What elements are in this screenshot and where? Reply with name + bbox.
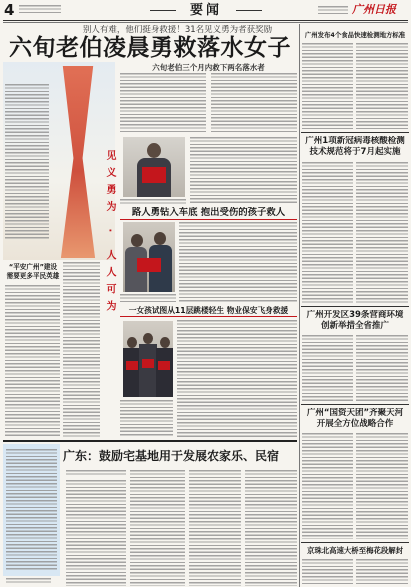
figure-body [156,348,173,397]
sidebar-item-1-headline-line1: 广州1项新冠病毒核酸检测 [305,136,405,146]
sidebar-item-2-headline-line1: 广州开发区39条营商环境 [306,310,404,320]
sidebar-item-2-headline [301,310,409,332]
lead-kicker: 别人有难，他们挺身救援！31名见义勇为者获奖励 [82,25,273,35]
figure-head [143,333,153,344]
sidebar-item-4-headline [301,546,409,556]
sidebar-item-0-headline [301,31,409,40]
sidebar-item-2-body-a [302,335,353,401]
feature-body-col4 [245,470,297,586]
lead-vertical-banner: 见义勇为 · 人人可为 [104,150,115,318]
figure-head [160,337,170,348]
sidebar-item-3-body-a [302,433,353,539]
sidebar-separator [301,132,409,133]
certificate [142,359,154,368]
sidebar-item-1-headline-line2: 技术规范将于7月起实施 [309,147,401,157]
header-info-text [19,5,61,15]
sidebar-item-2-headline-line2: 创新举措全省推广 [320,321,389,331]
sidebar-item-3-headline-line1: 广州“国资天团”齐聚天河 [306,408,404,418]
sidebar-item-4-body-a [302,559,353,585]
photo-three-awardees [123,321,173,397]
feature-body-col2 [130,470,185,586]
info-box-credit [6,578,51,584]
sidebar-separator [301,404,409,405]
figure-body [123,348,140,397]
sidebar-item-2-body-b [356,335,408,401]
feature-body-col3 [189,470,241,586]
commentary-headline-line1: “平安广州”建设 [8,263,58,271]
figure-head [131,234,143,247]
figure-head [147,143,161,158]
sidebar-item-4-body-b [356,559,408,585]
photo-awardee-certificate [123,137,185,197]
sidebar-item-1-body-b [356,162,408,303]
story2-body-a [179,222,297,302]
sidebar-separator [301,306,409,307]
photo2-caption [120,294,176,302]
masthead-logo: 广州日报 [352,3,396,16]
story1-body-a [120,73,206,133]
story3-body-b [120,400,173,437]
photo-two-awardees [123,222,175,292]
tower-silhouette [59,66,97,258]
story3-headline: 一女孩试图从11层跳楼轻生 物业保安飞身救援 [120,305,297,317]
section-ornament-right [236,10,262,11]
photo1-caption [120,199,186,205]
figure-head [127,337,137,348]
story1-body-b [211,73,297,133]
lead-body-left-column [5,84,49,240]
certificate [158,361,170,370]
header-rule [3,20,408,21]
sidebar-item-1-headline [301,136,409,158]
sidebar-item-0-body-b [356,43,408,129]
sidebar-item-3-headline-line2: 开展全方位战略合作 [316,419,394,429]
sidebar-item-0-body-a [302,43,353,129]
commentary-body [5,285,60,437]
lead-subhead: 六旬老伯三个月内救下两名落水者 [152,63,265,72]
sidebar-item-4-headline-line1: 京珠北高速大桥至梅花段解封 [306,546,404,555]
story2-headline: 路人勇钻入车底 抱出受伤的孩子救人 [120,207,297,220]
lead-body-continued [63,262,100,437]
info-box [3,444,60,576]
sidebar-item-3-body-b [356,433,408,539]
sidebar-item-1-body-a [302,162,353,303]
section-ornament-left [150,10,176,11]
figure-body [139,344,157,397]
page-header [0,0,411,21]
feature-byline [66,470,126,477]
sidebar-item-0-headline-line1: 广州发布4个食品快速检测地方标准 [304,31,406,39]
info-box-text [6,449,57,571]
header-date-text [318,6,348,15]
feature-body-col1 [66,480,126,586]
certificate [126,361,138,370]
section-divider [3,440,297,442]
story3-body-a [177,320,297,437]
section-title: 要闻 [189,3,222,18]
commentary-headline [5,263,61,281]
certificate [137,258,161,272]
page-number: 4 [4,1,15,19]
certificate [142,167,166,183]
sidebar-separator [301,542,409,543]
sidebar-divider [299,24,300,587]
lead-headline: 六旬老伯凌晨勇救落水女子 [9,35,291,61]
commentary-headline-line2: 需要更多平民英雄 [6,272,60,280]
header-rule-thin [3,22,408,23]
feature-headline: 广东：鼓励宅基地用于发展农家乐、民宿 [63,449,280,463]
figure-head [154,232,166,245]
story1-body-c [190,137,297,205]
sidebar-item-3-headline [301,408,409,430]
